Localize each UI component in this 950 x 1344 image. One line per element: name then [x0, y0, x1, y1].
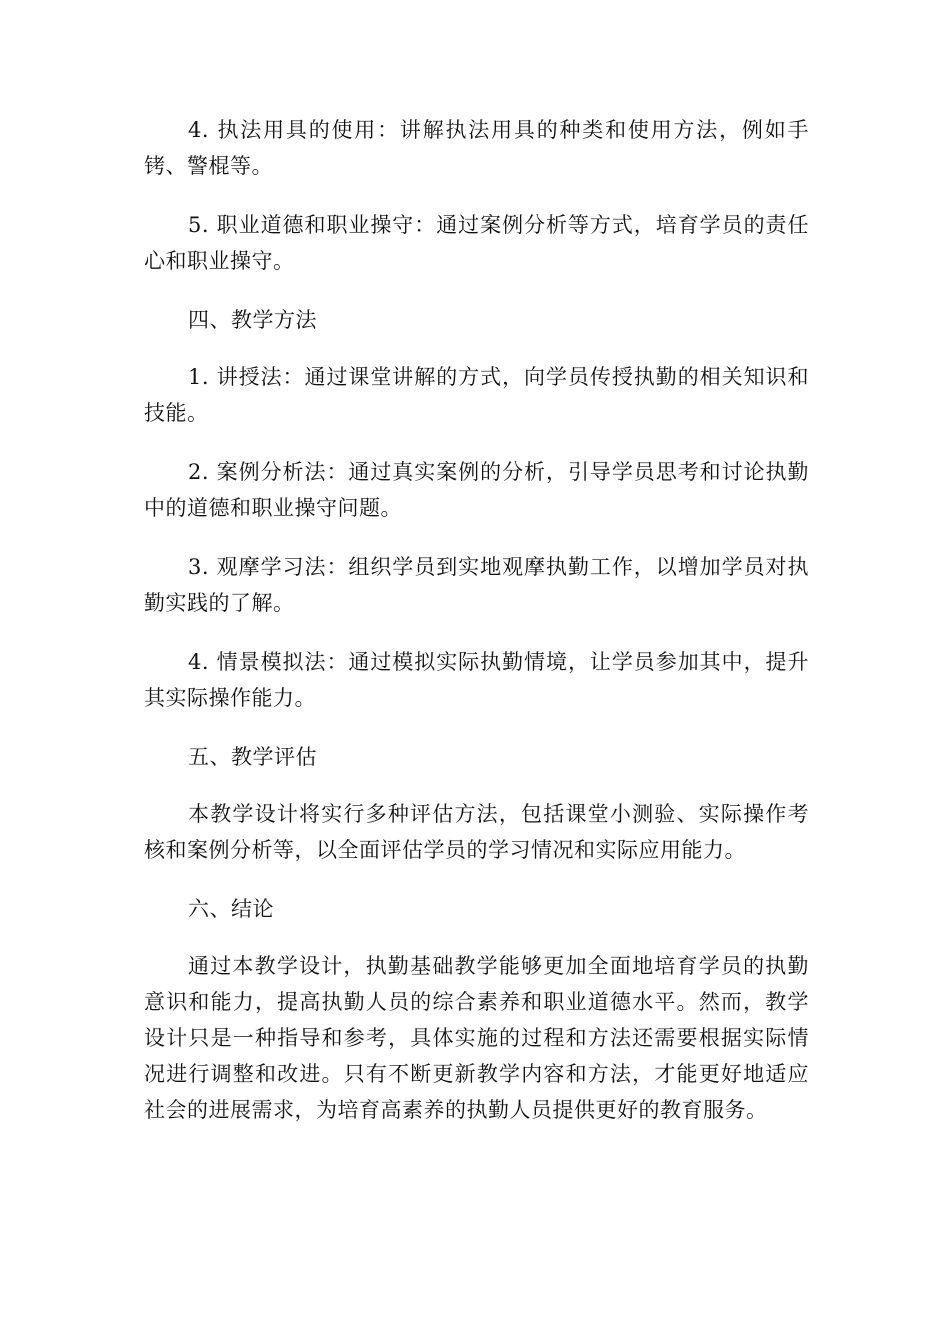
evaluation-paragraph: 本教学设计将实行多种评估方法，包括课堂小测验、实际操作考核和案例分析等，以全面评估学员的学习情况和实际应用能力。	[144, 802, 809, 862]
item-professional-ethics: 5. 职业道德和职业操守：通过案例分析等方式，培育学员的责任心和职业操守。	[144, 213, 809, 273]
document-body	[144, 112, 809, 1151]
item-lecture-method: 1. 讲授法：通过课堂讲解的方式，向学员传授执勤的相关知识和技能。	[144, 365, 809, 425]
item-simulation-method: 4. 情景模拟法：通过模拟实际执勤情境，让学员参加其中，提升其实际操作能力。	[144, 650, 809, 710]
item-observation-method: 3. 观摩学习法：组织学员到实地观摩执勤工作，以增加学员对执勤实践的了解。	[144, 555, 809, 615]
conclusion-paragraph: 通过本教学设计，执勤基础教学能够更加全面地培育学员的执勤意识和能力，提高执勤人员的综合素养和职业道德水平。然而，教学设计只是一种指导和参考，具体实施的过程和方法还需要根据实际情况进行调整和改进。只有不断更新教学内容和方法，才能更好地适应社会的进展需求，为培育高素养的执勤人员提供更好的教育服务。	[144, 954, 809, 1122]
item-case-analysis-method: 2. 案例分析法：通过真实案例的分析，引导学员思考和讨论执勤中的道德和职业操守问题。	[144, 460, 809, 520]
section-heading-teaching-evaluation: 五、教学评估	[188, 745, 317, 769]
section-heading-teaching-methods: 四、教学方法	[188, 308, 317, 332]
item-equipment-use: 4. 执法用具的使用：讲解执法用具的种类和使用方法，例如手铐、警棍等。	[144, 118, 809, 178]
section-heading-conclusion: 六、结论	[188, 897, 274, 921]
